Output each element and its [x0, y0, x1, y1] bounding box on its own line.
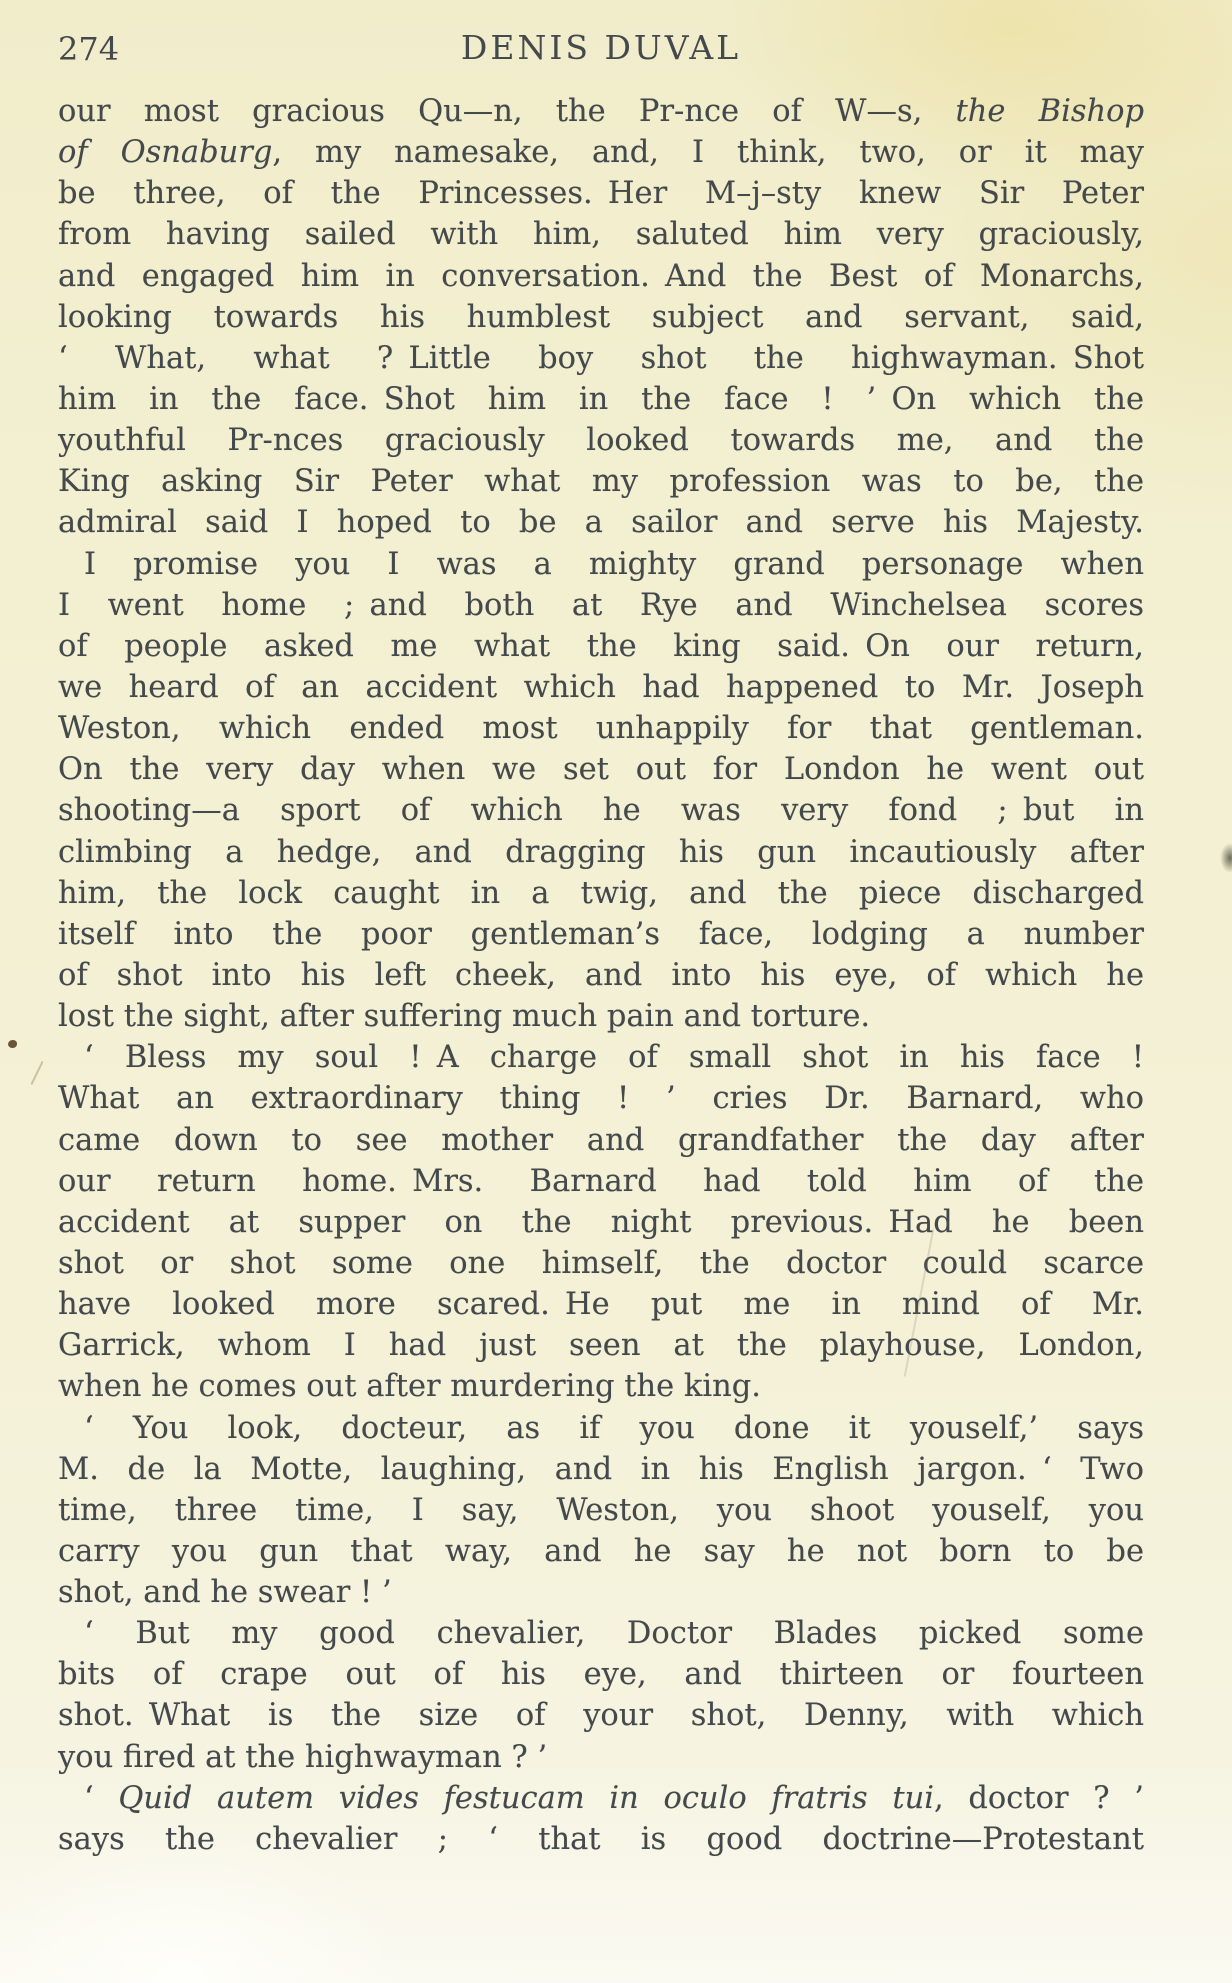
- text-segment: shot or shot some one himself, the doctor could scarce: [58, 1245, 1144, 1281]
- text-line: [58, 173, 1144, 214]
- text-segment: we heard of an accident which had happened to Mr. Joseph: [58, 669, 1144, 705]
- text-line: [58, 256, 1144, 297]
- text-line: [58, 1366, 1144, 1407]
- page-header: [58, 28, 1144, 72]
- text-line: [58, 1572, 1144, 1613]
- italic-text: of Osnaburg: [58, 135, 273, 171]
- text-line: [58, 297, 1144, 338]
- text-line: [58, 338, 1144, 379]
- text-line: [58, 544, 1144, 585]
- text-line: [58, 790, 1144, 831]
- text-segment: him, the lock caught in a twig, and the piece discharged: [58, 875, 1144, 911]
- text-segment: King asking Sir Peter what my profession was to be, the: [58, 464, 1144, 500]
- text-line: [58, 1243, 1144, 1284]
- text-segment: and engaged him in conversation. And the Best of Monarchs,: [58, 258, 1144, 294]
- text-segment: ‘: [84, 1780, 119, 1816]
- text-segment: time, three time, I say, Weston, you shoot youself, you: [58, 1492, 1144, 1528]
- text-segment: climbing a hedge, and dragging his gun incautiously after: [58, 834, 1144, 870]
- text-segment: ‘ Bless my soul ! A charge of small shot in his face !: [84, 1040, 1144, 1076]
- text-line: [58, 585, 1144, 626]
- text-segment: be three, of the Princesses. Her M–j–sty knew Sir Peter: [58, 176, 1144, 212]
- text-line: [58, 1531, 1144, 1572]
- text-segment: ‘ What, what ? Little boy shot the highwayman. Shot: [58, 340, 1144, 376]
- text-line: [58, 420, 1144, 461]
- text-segment: ‘ But my good chevalier, Doctor Blades picked some: [84, 1616, 1144, 1652]
- text-line: [58, 832, 1144, 873]
- text-segment: , my namesake, and, I think, two, or it may: [272, 135, 1144, 171]
- text-line: [58, 1202, 1144, 1243]
- text-line: [58, 1778, 1144, 1819]
- text-line: [58, 1284, 1144, 1325]
- text-line: [58, 996, 1144, 1037]
- text-segment: shot, and he swear ! ’: [58, 1575, 392, 1611]
- text-segment: our return home. Mrs. Barnard had told him of the: [58, 1163, 1144, 1199]
- text-segment: I promise you I was a mighty grand personage when: [84, 546, 1144, 582]
- text-segment: came down to see mother and grandfather the day after: [58, 1122, 1144, 1158]
- text-segment: admiral said I hoped to be a sailor and serve his Majesty.: [58, 505, 1144, 541]
- text-segment: Weston, which ended most unhappily for that gentleman.: [58, 711, 1144, 747]
- page-number: 274: [58, 30, 120, 68]
- text-segment: itself into the poor gentleman’s face, lodging a number: [58, 916, 1144, 952]
- text-segment: you fired at the highwayman ? ’: [58, 1739, 548, 1775]
- text-line: [58, 132, 1144, 173]
- ink-speck: [8, 1040, 17, 1048]
- text-segment: youthful Pr-nces graciously looked towards me, and the: [58, 423, 1144, 459]
- text-segment: says the chevalier ; ‘ that is good doctrine—Protestant: [58, 1821, 1144, 1857]
- text-segment: , doctor ? ’: [934, 1780, 1145, 1816]
- text-segment: Garrick, whom I had just seen at the playhouse, London,: [58, 1328, 1144, 1364]
- text-line: [58, 1408, 1144, 1449]
- text-segment: accident at supper on the night previous. Had he been: [58, 1204, 1144, 1240]
- text-line: [58, 379, 1144, 420]
- text-line: [58, 1695, 1144, 1736]
- text-segment: when he comes out after murdering the king.: [58, 1369, 761, 1405]
- text-segment: have looked more scared. He put me in mind of Mr.: [58, 1287, 1144, 1323]
- text-line: [58, 1120, 1144, 1161]
- text-line: [58, 955, 1144, 996]
- text-segment: our most gracious Qu—n, the Pr-nce of W—s,: [58, 94, 956, 129]
- edge-smudge: [1220, 843, 1232, 873]
- italic-text: Quid autem vides festucam in oculo fratris tui: [118, 1780, 935, 1816]
- text-segment: shooting—a sport of which he was very fond ; but in: [58, 793, 1144, 829]
- text-line: [58, 749, 1144, 790]
- text-segment: of people asked me what the king said. On our return,: [58, 628, 1144, 664]
- scratch-mark: [30, 1061, 43, 1085]
- text-segment: ‘ You look, docteur, as if you done it youself,’ says: [84, 1410, 1144, 1446]
- text-line: [58, 1078, 1144, 1119]
- text-segment: What an extraordinary thing ! ’ cries Dr. Barnard, who: [58, 1081, 1144, 1117]
- text-line: [58, 1613, 1144, 1654]
- text-segment: lost the sight, after suffering much pain and torture.: [58, 999, 871, 1035]
- text-segment: I went home ; and both at Rye and Winchelsea scores: [58, 587, 1144, 623]
- page-text: [58, 91, 1144, 1860]
- text-line: [58, 1490, 1144, 1531]
- text-line: [58, 1737, 1144, 1778]
- text-segment: M. de la Motte, laughing, and in his English jargon. ‘ Two: [58, 1451, 1144, 1487]
- text-segment: from having sailed with him, saluted him very graciously,: [58, 217, 1144, 253]
- running-title: DENIS DUVAL: [460, 28, 742, 67]
- italic-text: the Bishop: [955, 94, 1145, 129]
- text-line: [58, 708, 1144, 749]
- text-line: [58, 1325, 1144, 1366]
- text-segment: him in the face. Shot him in the face ! ’ On which the: [58, 381, 1144, 417]
- text-line: [58, 1161, 1144, 1202]
- text-segment: carry you gun that way, and he say he not born to be: [58, 1533, 1144, 1569]
- text-line: [58, 502, 1144, 543]
- text-line: [58, 914, 1144, 955]
- text-line: [58, 214, 1144, 255]
- text-segment: of shot into his left cheek, and into his eye, of which he: [58, 957, 1144, 993]
- text-line: [58, 1654, 1144, 1695]
- text-line: [58, 1449, 1144, 1490]
- text-line: [58, 873, 1144, 914]
- text-segment: bits of crape out of his eye, and thirteen or fourteen: [58, 1657, 1144, 1693]
- text-line: [58, 1819, 1144, 1860]
- text-line: [58, 91, 1144, 132]
- text-segment: looking towards his humblest subject and servant, said,: [58, 299, 1144, 335]
- text-line: [58, 461, 1144, 502]
- text-segment: shot. What is the size of your shot, Denny, with which: [58, 1698, 1144, 1734]
- text-line: [58, 626, 1144, 667]
- text-line: [58, 1037, 1144, 1078]
- text-segment: On the very day when we set out for London he went out: [58, 752, 1144, 788]
- text-line: [58, 667, 1144, 708]
